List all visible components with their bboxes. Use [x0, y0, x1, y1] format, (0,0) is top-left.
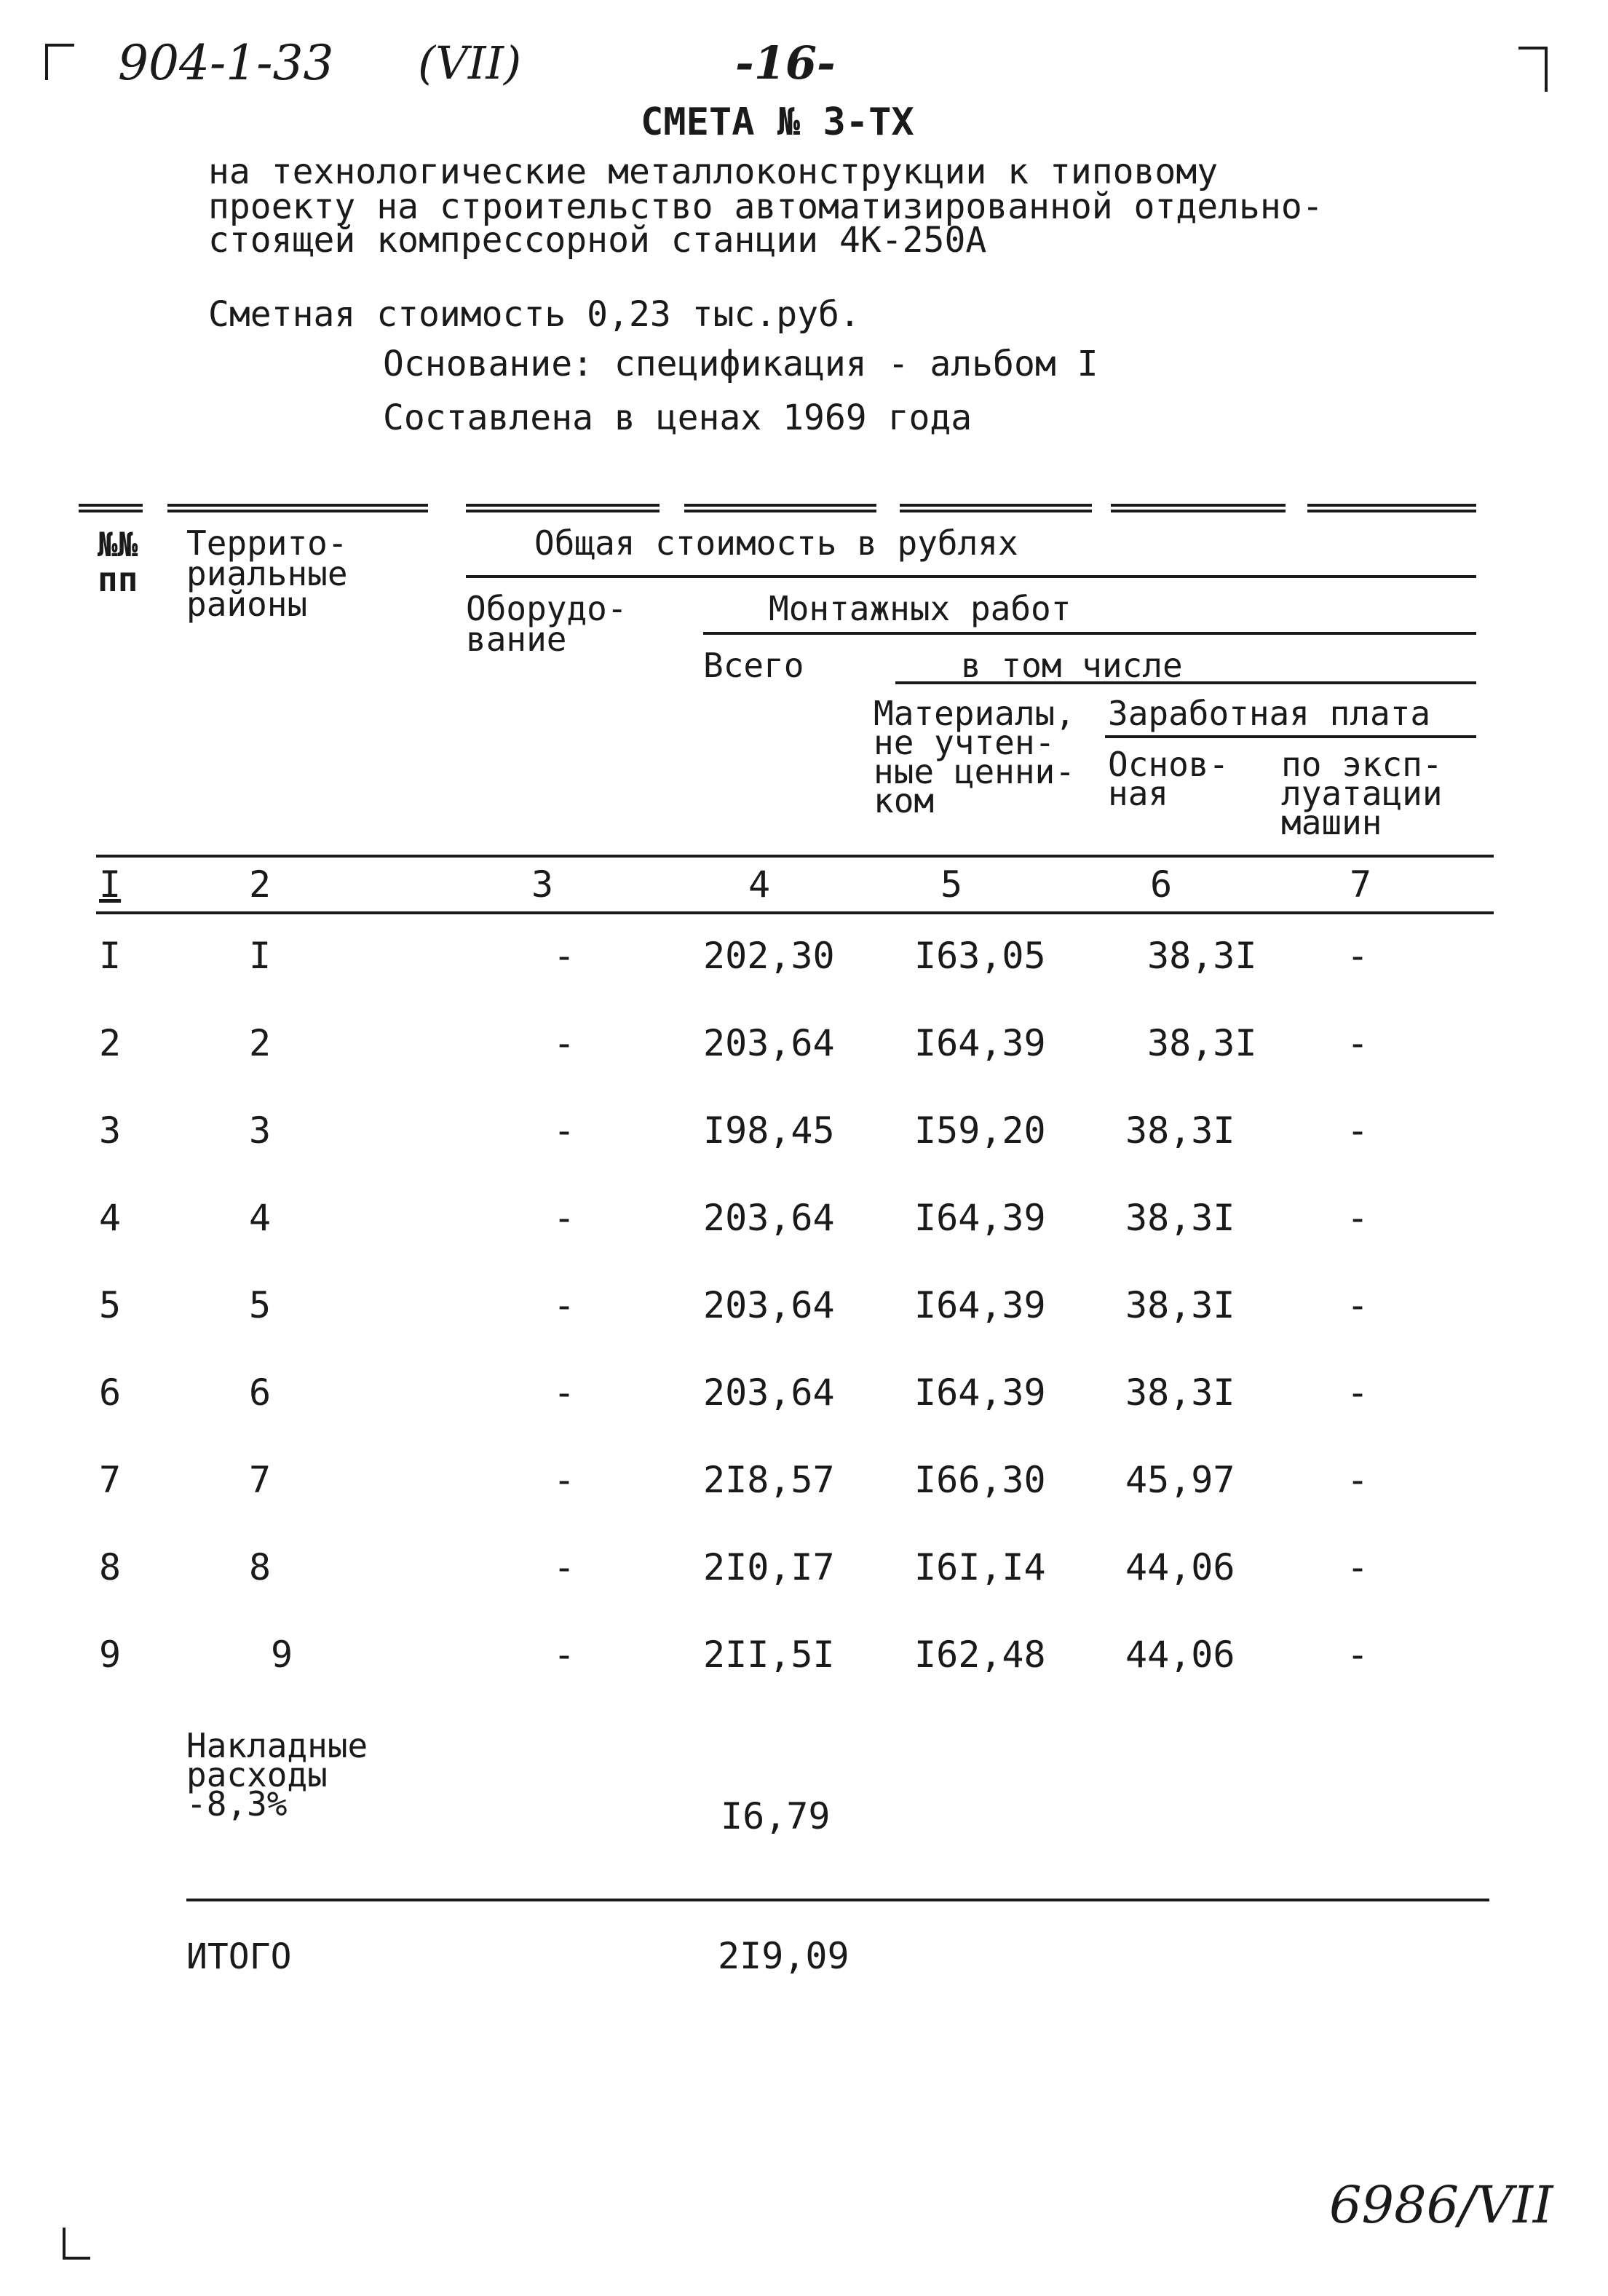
cell-total: 2II,5I — [703, 1634, 835, 1676]
cell-number: I — [99, 935, 122, 977]
cell-number: 6 — [99, 1371, 122, 1414]
col-header-equipment: Оборудо- вание — [466, 589, 627, 659]
rule-above-column-numbers — [96, 855, 1494, 858]
cell-total: 203,64 — [703, 1022, 835, 1064]
cell-equipment: - — [553, 1371, 576, 1414]
cell-equipment: - — [553, 1459, 576, 1501]
col-header-number: №№ пп — [98, 525, 138, 599]
cell-region: 2 — [249, 1022, 272, 1064]
page-number: -16- — [735, 36, 836, 90]
cell-wages-main: 38,3I — [1147, 935, 1257, 977]
cell-equipment: - — [553, 1109, 576, 1152]
cell-number: 8 — [99, 1546, 122, 1588]
subtitle-line-1: на технологические металлоконструкции к типовому — [208, 151, 1219, 192]
column-number: 6 — [1150, 863, 1173, 906]
cell-total: I98,45 — [703, 1109, 835, 1152]
header-total-cost: Общая стоимость в рублях — [534, 523, 1018, 563]
subtitle-line-2: проекту на строительство автоматизированной отдельно- — [208, 186, 1323, 227]
rule-above-total — [186, 1899, 1489, 1901]
header-including: в том числе — [961, 646, 1183, 685]
cell-materials: I64,39 — [914, 1022, 1046, 1064]
overhead-value: I6,79 — [721, 1795, 831, 1837]
rule-under-installation — [703, 632, 1476, 635]
cell-wages-main: 38,3I — [1125, 1109, 1235, 1152]
rule-under-including — [895, 681, 1476, 684]
subtitle-line-3: стоящей компрессорной станции 4К-250А — [208, 220, 987, 261]
cell-wages-machines: - — [1347, 1546, 1369, 1588]
column-number: 5 — [940, 863, 963, 906]
rule-under-wages — [1105, 735, 1476, 738]
cell-total: 2I8,57 — [703, 1459, 835, 1501]
cell-total: 203,64 — [703, 1284, 835, 1326]
cell-number: 2 — [99, 1022, 122, 1064]
cell-wages-machines: - — [1347, 1109, 1369, 1152]
col-header-materials: Материалы, не учтен- ные ценни- ком — [874, 694, 1075, 820]
cell-total: 203,64 — [703, 1197, 835, 1239]
cell-materials: I6I,I4 — [914, 1546, 1046, 1588]
basis-line: Основание: спецификация - альбом I — [383, 344, 1098, 384]
cell-equipment: - — [553, 1022, 576, 1064]
col-header-region: Террито- риальные районы — [186, 523, 348, 624]
column-number: 4 — [748, 863, 771, 906]
album-number: (VII) — [418, 36, 522, 90]
total-value: 2I9,09 — [718, 1935, 849, 1977]
cell-total: 202,30 — [703, 935, 835, 977]
column-number: I — [99, 863, 122, 906]
cell-equipment: - — [553, 1197, 576, 1239]
cell-region: I — [249, 935, 272, 977]
cell-materials: I66,30 — [914, 1459, 1046, 1501]
header-wages: Заработная плата — [1108, 694, 1431, 733]
cell-materials: I64,39 — [914, 1371, 1046, 1414]
inventory-number: 6986/VII — [1329, 2175, 1553, 2235]
cell-wages-main: 38,3I — [1125, 1197, 1235, 1239]
cell-region: 9 — [271, 1634, 293, 1676]
col-header-wages-machines: по эксп- луатации машин — [1281, 745, 1443, 842]
estimated-cost: Сметная стоимость 0,23 тыс.руб. — [208, 294, 860, 335]
cell-region: 8 — [249, 1546, 272, 1588]
cell-materials: I63,05 — [914, 935, 1046, 977]
cell-equipment: - — [553, 935, 576, 977]
cell-region: 6 — [249, 1371, 272, 1414]
cell-region: 5 — [249, 1284, 272, 1326]
corner-mark-bottom-left — [63, 2228, 90, 2260]
cell-number: 3 — [99, 1109, 122, 1152]
cell-wages-main: 38,3I — [1125, 1371, 1235, 1414]
cell-region: 7 — [249, 1459, 272, 1501]
cell-wages-machines: - — [1347, 1634, 1369, 1676]
cell-wages-main: 44,06 — [1125, 1634, 1235, 1676]
cell-number: 9 — [99, 1634, 122, 1676]
rule-below-column-numbers — [96, 911, 1494, 914]
corner-mark-top-left — [45, 44, 74, 80]
cell-wages-machines: - — [1347, 1459, 1369, 1501]
cell-region: 4 — [249, 1197, 272, 1239]
cell-equipment: - — [553, 1284, 576, 1326]
cell-number: 7 — [99, 1459, 122, 1501]
rule-under-total-cost — [466, 575, 1476, 578]
col-header-wages-main: Основ- ная — [1108, 745, 1229, 813]
cell-total: 2I0,I7 — [703, 1546, 835, 1588]
header-installation: Монтажных работ — [769, 589, 1072, 628]
cell-wages-machines: - — [1347, 1022, 1369, 1064]
cell-wages-main: 45,97 — [1125, 1459, 1235, 1501]
cell-wages-machines: - — [1347, 935, 1369, 977]
column-number: 3 — [531, 863, 554, 906]
doc-code: 904-1-33 — [118, 35, 334, 91]
cell-wages-main: 38,3I — [1147, 1022, 1257, 1064]
cell-equipment: - — [553, 1546, 576, 1588]
column-number: 7 — [1350, 863, 1372, 906]
price-base-line: Составлена в ценах 1969 года — [383, 397, 973, 438]
corner-mark-top-right — [1518, 47, 1548, 92]
cell-materials: I64,39 — [914, 1284, 1046, 1326]
overhead-label: Накладные расходы -8,3% — [186, 1726, 368, 1824]
cell-wages-machines: - — [1347, 1371, 1369, 1414]
cell-region: 3 — [249, 1109, 272, 1152]
cell-total: 203,64 — [703, 1371, 835, 1414]
cell-wages-main: 44,06 — [1125, 1546, 1235, 1588]
column-number: 2 — [249, 863, 272, 906]
cell-wages-machines: - — [1347, 1197, 1369, 1239]
cell-equipment: - — [553, 1634, 576, 1676]
estimate-heading: СМЕТА № 3-ТХ — [641, 100, 914, 144]
col-header-all: Всего — [703, 646, 804, 685]
cell-materials: I64,39 — [914, 1197, 1046, 1239]
cell-materials: I62,48 — [914, 1634, 1046, 1676]
cell-wages-machines: - — [1347, 1284, 1369, 1326]
cell-wages-main: 38,3I — [1125, 1284, 1235, 1326]
cell-materials: I59,20 — [914, 1109, 1046, 1152]
total-label: ИТОГО — [186, 1936, 292, 1977]
cell-number: 5 — [99, 1284, 122, 1326]
cell-number: 4 — [99, 1197, 122, 1239]
